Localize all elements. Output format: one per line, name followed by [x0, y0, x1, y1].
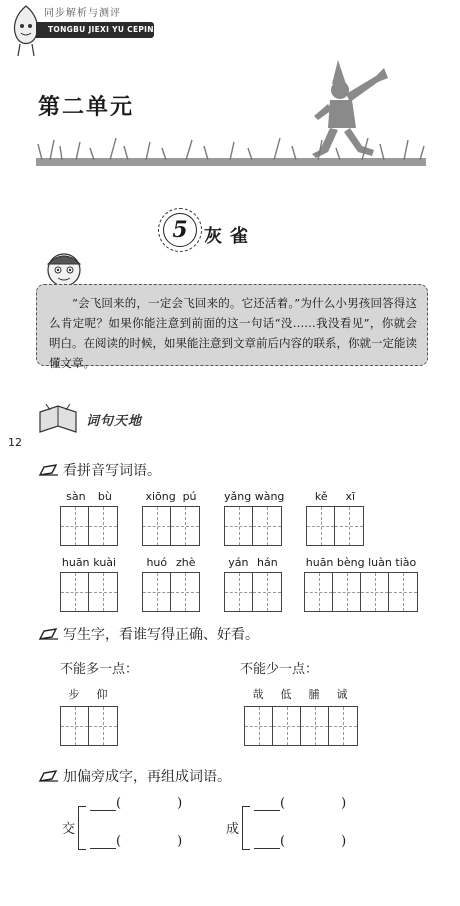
- group-1-label: 不能多一点：: [60, 662, 139, 677]
- writing-grid[interactable]: [224, 572, 282, 612]
- unit-title: 第二单元: [38, 94, 135, 120]
- pencil-icon: [38, 463, 60, 477]
- pencil-icon: [38, 627, 60, 641]
- task-1-instruction: [38, 460, 161, 480]
- pinyin: huó zhè: [146, 556, 196, 569]
- writing-grid[interactable]: [142, 572, 200, 612]
- pinyin: yán hán: [228, 556, 278, 569]
- item-1-brace: [78, 806, 86, 850]
- group-1-chars: 步 仰: [68, 688, 108, 701]
- item-1-char: 交: [62, 822, 76, 837]
- pinyin: sàn bù: [66, 490, 112, 503]
- group-2-label: 不能少一点：: [240, 662, 319, 677]
- task-2-text: 写生字，看谁写得正确、好看。: [63, 627, 259, 643]
- writing-grid[interactable]: [60, 572, 118, 612]
- series-title-en: TONGBU JIEXI YU CEPING: [48, 25, 161, 34]
- writing-grid[interactable]: [142, 506, 200, 546]
- page-number: 12: [8, 436, 22, 449]
- grass-decoration: [36, 128, 426, 174]
- section-name: 词句天地: [86, 414, 143, 429]
- writing-grid[interactable]: [306, 506, 364, 546]
- pinyin: huān bèng luàn tiào: [305, 556, 417, 569]
- intro-tip-box: [36, 284, 428, 370]
- writing-grid[interactable]: [60, 506, 118, 546]
- intro-text: “会飞回来的，一定会飞回来的。它还活着。”为什么小男孩回答得这么肯定呢？如果你能注意到前面的这一句话“没……我没看见”，你就会明白。在阅读的时候，如果能注意到文章前后内容的联系，你就一定能读懂文章。: [49, 296, 417, 370]
- pencil-icon: [38, 769, 60, 783]
- task-1-text: 看拼音写词语。: [63, 463, 161, 479]
- writing-grid[interactable]: [244, 706, 358, 746]
- group-2-chars: 哉 低 脯 诚: [252, 688, 348, 701]
- pinyin: huān kuài: [61, 556, 117, 569]
- task-3-text: 加偏旁成字，再组成词语。: [63, 769, 231, 785]
- item-1-blank-2[interactable]: ( ): [90, 834, 182, 849]
- pinyin: xiōng pú: [145, 490, 197, 503]
- lesson-title: 灰雀: [204, 226, 256, 247]
- item-2-brace: [242, 806, 250, 850]
- item-2-blank-1[interactable]: ( ): [254, 796, 346, 811]
- writing-grid[interactable]: [60, 706, 118, 746]
- task-2-instruction: [38, 624, 259, 644]
- item-2-char: 成: [226, 822, 240, 837]
- task-3-instruction: [38, 766, 231, 786]
- writing-grid[interactable]: [224, 506, 282, 546]
- item-2-blank-2[interactable]: ( ): [254, 834, 346, 849]
- item-1-blank-1[interactable]: ( ): [90, 796, 182, 811]
- pinyin: yǎng wàng: [224, 490, 285, 503]
- lesson-number-badge: [158, 208, 202, 252]
- pinyin: kě xī: [314, 490, 356, 503]
- book-icon: [36, 400, 80, 436]
- series-title-cn: 同步解析与测评: [44, 8, 121, 19]
- writing-grid[interactable]: [304, 572, 418, 612]
- lesson-number: 5: [163, 213, 197, 247]
